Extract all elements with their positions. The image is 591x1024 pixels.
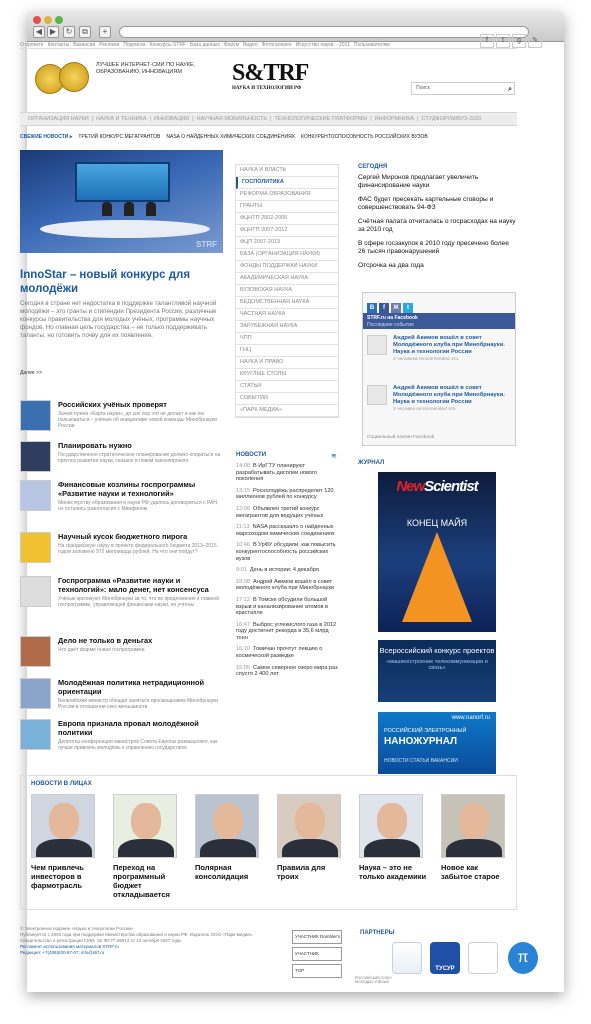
news-feed-item[interactable] [236, 463, 340, 483]
rubric-item[interactable]: ЧАСТНАЯ НАУКА [236, 309, 338, 321]
person-shape [102, 202, 112, 216]
topnav-item[interactable]: Форум [223, 42, 240, 48]
news-feed-text[interactable]: День в истории: 4 декабря [249, 567, 319, 574]
news-title[interactable]: Российских учёных проверят [58, 400, 167, 409]
partner-logo-rsmu[interactable] [392, 942, 422, 974]
counter-badge[interactable]: TOP [292, 964, 342, 978]
facebook-subtitle: Последние события [367, 322, 414, 328]
news-desc: Государственное стратегическое планирование должно опираться на прогноз развития науки, сказано в новом законопроекте [58, 452, 221, 464]
face-title[interactable]: Наука – это не только академики [359, 863, 427, 881]
rubric-item[interactable]: ФЦП 2007-2013 [236, 237, 338, 249]
separator: | [91, 116, 94, 122]
news-feed-time: 11:13 [236, 524, 250, 531]
rubric-item[interactable]: ФЦНТП 2007-2012 [236, 225, 338, 237]
news-feed-list [236, 463, 340, 683]
facebook-post[interactable] [367, 385, 513, 423]
partner-logo-leaf[interactable] [468, 942, 498, 974]
face-title[interactable]: Чем привлечь инвесторов в фармотрасль [31, 863, 84, 890]
face-head [49, 803, 79, 839]
today-item[interactable]: Сергей Миронов предлагает увеличить финансирование науки [358, 174, 479, 189]
news-title[interactable]: Дело не только в деньгах [58, 636, 153, 645]
face-card[interactable] [195, 794, 265, 881]
site-logo[interactable]: S&TRF [232, 60, 309, 86]
face-shoulders [36, 839, 92, 858]
fresh-news-item[interactable]: КОНКУРЕНТОСПОСОБНОСТЬ РОССИЙСКИХ ВУЗОВ [301, 134, 428, 140]
news-feed-item[interactable] [236, 542, 340, 562]
face-head [131, 803, 161, 839]
news-feed-time: 15:05 [236, 664, 250, 671]
face-card[interactable] [31, 794, 101, 890]
partner-label: РОССИЙСКИЙ СОЮЗ МОЛОДЫХ УЧЁНЫХ [355, 976, 392, 984]
face-photo[interactable] [113, 794, 177, 858]
face-shoulders [446, 839, 502, 858]
news-feed-time: 16:47 [236, 621, 250, 628]
rubric-item[interactable]: «ПАРК-МЕДИА» [236, 405, 338, 417]
category-item[interactable]: ОРГАНИЗАЦИЯ НАУКИ [28, 116, 89, 122]
face-shoulders [200, 839, 256, 858]
counter-badge[interactable]: УЧАСТНИК [292, 947, 342, 961]
rubrics-menu [235, 164, 339, 418]
face-shoulders [282, 839, 338, 858]
news-feed-time: 14:08 [236, 463, 250, 469]
today-list [358, 174, 516, 276]
face-title[interactable]: Полярная консолидация [195, 863, 249, 881]
partner-logo-pi[interactable]: π [508, 942, 538, 974]
news-desc: Министерству образования и науки РФ удалось договориться с РАН, но остались разногласия с Минфином [58, 500, 219, 512]
table-shape [40, 220, 210, 238]
banner-subtitle: «машиностроение телекоммуникации и связь» [386, 659, 488, 671]
news-item[interactable] [20, 576, 225, 610]
medal-icon [59, 62, 89, 92]
back-icon[interactable]: ◀ [33, 26, 45, 38]
journal-title: ЖУРНАЛ [358, 460, 385, 466]
contest-banner[interactable] [378, 640, 496, 702]
category-item[interactable]: НАУЧНАЯ МОБИЛЬНОСТЬ [196, 116, 267, 122]
topnav-item[interactable]: Конкурсы STRF [149, 42, 187, 48]
facebook-page-link[interactable]: STRF.ru на Facebook [367, 315, 418, 321]
today-item[interactable]: Счётная палата отчиталась о госрасходах на науку за 2010 год [358, 218, 516, 233]
topnav-item[interactable]: Искусство науки – 2011 [295, 42, 350, 48]
face-photo[interactable] [441, 794, 505, 858]
site-logo-subtitle: НАУКА И ТЕХНОЛОГИИ РФ [232, 86, 302, 91]
separator: | [149, 116, 151, 122]
face-shoulders [118, 839, 174, 858]
post-text[interactable]: Андрей Акимов вошёл в совет Молодёжного клуба при Минобрнауки. Наука и технологии России [393, 335, 505, 355]
news-feed-text[interactable]: Роснолодёжь распределит 120 миллионов рублей по конкурсу [236, 487, 334, 501]
bookmark-icon[interactable]: ⧉ [79, 26, 91, 38]
news-title[interactable]: Молодёжная политика нетрадиционной ориентации [58, 678, 205, 696]
banner-links: НОВОСТИ СТАТЬИ ВАКАНСИИ [384, 758, 458, 764]
news-item[interactable] [20, 441, 225, 475]
face-card[interactable] [359, 794, 429, 881]
magazine-logo [378, 478, 496, 495]
avatar [367, 385, 387, 405]
news-desc: Бельгийский министр обещал заняться просвещением Минобрнауки России в отношении секс-меньшинств [58, 698, 219, 710]
forward-icon[interactable]: ▶ [47, 26, 59, 38]
rubric-item[interactable]: ЗАРУБЕЖНАЯ НАУКА [236, 321, 338, 333]
new-tab-icon[interactable]: + [99, 26, 111, 38]
news-thumbnail[interactable] [20, 636, 51, 667]
news-feed-time: 9:01 [236, 567, 247, 574]
separator: | [192, 116, 194, 122]
rubric-item[interactable]: ГОСПОЛИТИКА [236, 177, 338, 189]
today-item[interactable]: Отсрочка на два года [358, 262, 424, 269]
today-item[interactable]: В сфере госзакупок в 2010 году пресечено более 26 тысяч правонарушений [358, 240, 509, 255]
news-title[interactable]: Финансовые козлины госпрограммы «Развитие науки и технологий» [58, 480, 196, 498]
face-shoulders [364, 839, 420, 858]
person-shape [124, 202, 134, 216]
face-photo[interactable] [195, 794, 259, 858]
news-item[interactable] [20, 400, 225, 434]
search-input[interactable] [411, 82, 515, 95]
category-item[interactable]: ИННОВАЦИИ [153, 116, 190, 122]
face-head [213, 803, 243, 839]
rubric-item[interactable]: ЧПП [236, 333, 338, 345]
news-desc: Учёные критикуют Минобрнауки за то, что их предложения к главной госпрограмме, управляющей финансами науки, не учтены [58, 596, 219, 608]
separator: | [269, 116, 272, 122]
rubric-item[interactable]: ГРАНТЫ [236, 201, 338, 213]
news-feed-item[interactable] [236, 524, 340, 537]
partners-title: ПАРТНЕРЫ [360, 930, 395, 936]
news-feed-text[interactable]: Самое северное озеро мира раз спустя 2 400 лет [236, 664, 338, 678]
news-feed-item[interactable] [236, 567, 340, 574]
facebook-icon[interactable]: f [480, 34, 494, 48]
news-feed-item[interactable] [236, 622, 340, 642]
news-thumbnail[interactable] [20, 532, 51, 563]
face-card[interactable] [113, 794, 183, 899]
category-item[interactable]: НАУКА И ТЕХНИКА [96, 116, 147, 122]
top-navigation [20, 33, 517, 49]
news-feed-item[interactable] [236, 579, 340, 592]
face-photo[interactable] [277, 794, 341, 858]
face-head [459, 803, 489, 839]
news-title[interactable]: Госпрограмма «Развитие науки и технологий»: мало денег, нет консенсуса [58, 576, 209, 594]
news-item[interactable] [20, 480, 225, 514]
rubric-item[interactable]: СОБЫТИЯ [236, 393, 338, 405]
news-thumbnail[interactable] [20, 400, 51, 431]
separator: | [370, 116, 372, 122]
social-tab[interactable]: В [367, 303, 377, 313]
category-navigation [20, 112, 517, 126]
news-desc: Делегаты конференции министров Совета Европы размышляют, как лучше привлечь молодёжь к управлению государством [58, 739, 218, 751]
footer-text [20, 926, 280, 956]
news-title[interactable]: Научный кусок бюджетного пирога [58, 532, 188, 541]
footer-contacts: Редакция: +7(495)930-87-07; info@strf.ru [20, 950, 105, 955]
facebook-widget [362, 292, 516, 446]
gplus-icon[interactable]: g [512, 34, 526, 48]
social-tabs [367, 296, 417, 311]
social-tab[interactable]: Ж [391, 303, 401, 313]
partner-logo-tusur[interactable] [430, 942, 460, 974]
news-feed-text[interactable]: Томичан прочтут лекцию о космической разведке [236, 646, 323, 660]
rss-icon[interactable]: ≋ [331, 453, 337, 460]
news-feed-title[interactable]: НОВОСТИ [236, 452, 267, 458]
category-item[interactable]: ТЕХНОЛОГИЧЕСКИЕ ПЛАТФОРМЫ [274, 116, 368, 122]
zoom-window-icon[interactable] [55, 16, 63, 24]
post-recommend: 3 человека recommended это. [393, 357, 460, 362]
rubric-item[interactable]: РЕФОРМА ОБРАЗОВАНИЯ [236, 189, 338, 201]
screen-shape [75, 162, 170, 202]
topnav-item[interactable]: Пользователям [353, 42, 390, 48]
news-feed-item[interactable] [236, 597, 340, 617]
face-photo[interactable] [31, 794, 95, 858]
news-item[interactable] [20, 719, 225, 753]
magazine-logo-right: Scientist [424, 478, 478, 495]
facebook-post[interactable] [367, 335, 513, 373]
image-watermark: STRF [196, 240, 217, 249]
footer-rules-link[interactable]: Регламент использования материалов STRF.ru [20, 944, 119, 949]
face-card[interactable] [277, 794, 347, 881]
post-text[interactable]: Андрей Акимов вошёл в совет Молодёжного клуба при Минобрнауки. Наука и технологии России [393, 385, 505, 405]
face-photo[interactable] [359, 794, 423, 858]
nanojournal-banner[interactable] [378, 712, 496, 774]
rubric-item[interactable]: ФЦНТП 2002-2006 [236, 213, 338, 225]
news-feed-text[interactable]: В УрФУ обсудили, как повысить конкурентоспособность российских вузов [236, 542, 336, 562]
magazine-cover[interactable] [378, 472, 496, 632]
magazine-logo-left: New [396, 478, 425, 495]
topnav-item[interactable]: Фотогалерея [261, 42, 292, 48]
today-item[interactable]: ФАС будет пресекать картельные сговоры и совершенствовать 94-ФЗ [358, 196, 494, 211]
search-placeholder: Поиск [416, 85, 430, 91]
news-feed-text[interactable]: В Томске обсудили большой взрыв и канализирование атомов в кристалле [236, 596, 328, 617]
award-text: ЛУЧШЕЕ ИНТЕРНЕТ-СМИ ПО НАУКЕ, ОБРАЗОВАНИЮ, ИННОВАЦИЯМ [96, 62, 196, 75]
topnav-item[interactable]: Видео [243, 42, 258, 48]
rubric-item[interactable]: КРУГЛЫЕ СТОЛЫ [236, 369, 338, 381]
rubric-item[interactable]: ГНЦ [236, 345, 338, 357]
topnav-item[interactable]: Контакты [47, 42, 70, 48]
news-thumbnail[interactable] [20, 441, 51, 472]
fresh-news-bar [20, 134, 428, 140]
social-tab[interactable]: t [403, 303, 413, 313]
category-item[interactable]: ИНФОРМНИКА [374, 116, 415, 122]
face-card[interactable] [441, 794, 511, 881]
avatar [367, 335, 387, 355]
news-feed-time: 10:46 [236, 542, 250, 549]
facebook-plugin-label: Социальный плагин Facebook [367, 435, 435, 440]
news-item[interactable] [20, 678, 225, 712]
news-feed-item[interactable] [236, 646, 340, 659]
topnav-item[interactable]: Подписка [123, 42, 146, 48]
news-desc: На грандиозную науку в проекте федерального бюджета 2013–2015 годов заложено 972 миллиарда рублей. На что они пойдут? [58, 543, 217, 555]
face-head [377, 803, 407, 839]
face-title[interactable]: Правила для троих [277, 863, 326, 881]
rubric-item[interactable]: АКАДЕМИЧЕСКАЯ НАУКА [236, 273, 338, 285]
topnav-item[interactable]: О проекте [20, 42, 44, 48]
face-title[interactable]: Переход на программный бюджет откладывается [113, 863, 170, 899]
fresh-news-item[interactable]: NASA О НАЙДЕННЫХ ХИМИЧЕСКИХ СОЕДИНЕНИЯХ [166, 134, 296, 140]
faces-title: НОВОСТИ В ЛИЦАХ [31, 780, 92, 787]
magazine-headline: КОНЕЦ МАЙЯ [406, 518, 468, 528]
footer-copyright: © Электронное издание «Наука и технологии России». [20, 926, 135, 931]
award-medals [35, 60, 91, 96]
news-desc: Зачем нужна «Карта науки», до сих пор это не делает и как ею пользоваться – учёные об инициативе новой команды Минобрнауки России [58, 411, 217, 429]
face-head [295, 803, 325, 839]
pyramid-shape [402, 532, 472, 622]
banner-title: НАНОЖУРНАЛ [384, 736, 458, 747]
topnav-item[interactable]: База данных [190, 42, 220, 48]
news-title[interactable]: Европа признала провал молодёжной политики [58, 719, 199, 737]
news-feed-text[interactable]: Андрей Акимов вошёл в совет молодёжного клуба при Минобрнауки [236, 578, 335, 592]
news-feed-item[interactable] [236, 665, 340, 678]
comment-icon[interactable]: ✎ [528, 34, 542, 48]
facebook-header[interactable] [363, 313, 515, 329]
faces-section [20, 775, 517, 910]
reload-icon[interactable]: ↻ [63, 26, 75, 38]
counters [292, 930, 342, 981]
news-feed-time: 12:08 [236, 505, 250, 512]
topnav-item[interactable]: Вакансии [73, 42, 96, 48]
featured-title[interactable]: InnoStar – новый конкурс для молодёжи [20, 269, 191, 295]
face-title[interactable]: Новое как забытое старое [441, 863, 500, 881]
twitter-icon[interactable]: t [496, 34, 510, 48]
more-link[interactable]: Далее >> [20, 370, 42, 376]
news-item[interactable] [20, 636, 225, 670]
footer-publisher: Публикуется с 2004 года при поддержке Министерства образования и науки РФ. Издатель ООО «Парк-медиа». Свидетельство о регистрации СМИ: Эл ФС77-29914 от 12 октября 2007 года. [20, 932, 254, 943]
news-title[interactable]: Планировать нужно [58, 441, 132, 450]
topnav-item[interactable]: Реклама [99, 42, 120, 48]
banner-caption: РОССИЙСКИЙ ЭЛЕКТРОННЫЙ [384, 728, 467, 734]
fresh-news-item[interactable]: ТРЕТИЙ КОНКУРС МЕГАГРАНТОВ [78, 134, 161, 140]
news-thumbnail[interactable] [20, 719, 51, 750]
rubric-item[interactable]: ВУЗОВСКАЯ НАУКА [236, 285, 338, 297]
banner-title: Всероссийский конкурс проектов [379, 646, 495, 655]
news-item[interactable] [20, 532, 225, 566]
fresh-news-label: СВЕЖИЕ НОВОСТИ ▸ [20, 134, 73, 140]
news-feed-item[interactable] [236, 506, 340, 519]
rubric-item[interactable]: НАУКА И ВЛАСТЬ [236, 165, 338, 177]
rubric-item[interactable]: БАЗА (ОРГАНИЗАЦИЯ НАУКИ) [236, 249, 338, 261]
news-feed-text[interactable]: Выброс углекислого газа в 2012 году достигнет рекорда в 35,6 млрд тонн [236, 621, 337, 641]
category-item[interactable]: СТУДФОРУМ/ВУЗ-2020 [421, 116, 482, 122]
news-feed-time: 16:10 [236, 646, 250, 653]
news-feed-text[interactable]: В ИрГТУ планируют разрабатывать дисплеи нового поколения [236, 463, 318, 483]
today-title: СЕГОДНЯ [358, 164, 388, 170]
news-feed-time: 18:08 [236, 578, 250, 585]
featured-text: Сегодня в стране нет недостатка в поддержке талантливой научной молодёжи – это гранты и стипендии Президента России, различные конкурсы правительства для молодых учёных, программы научных фондов. Но главная цель государства – не только поддерживать таланты, но готовить почву для их появления. [20, 300, 217, 339]
banner-url: www.nanorf.ru [451, 715, 490, 721]
news-desc: Что даёт фарме новая госпрограмма [58, 647, 145, 653]
news-thumbnail[interactable] [20, 480, 51, 511]
search-icon[interactable]: ⌕ [508, 86, 512, 93]
rubric-item[interactable]: НАУКА И ПРАВО [236, 357, 338, 369]
news-feed-text[interactable]: NASA рассказало о найденных марсоходом химических соединениях [236, 524, 335, 537]
rubric-item[interactable]: ВЕДОМСТВЕННАЯ НАУКА [236, 297, 338, 309]
separator: | [417, 116, 419, 122]
news-feed-time: 13:15 [236, 487, 250, 494]
close-window-icon[interactable] [33, 16, 41, 24]
counter-badge[interactable]: УЧАСТНИК Rambler's [292, 930, 342, 944]
social-tab[interactable]: f [379, 303, 389, 313]
featured-image[interactable] [20, 150, 223, 253]
partner-tusur-label: ТУСУР [435, 966, 455, 972]
rubric-item[interactable]: СТАТЬИ [236, 381, 338, 393]
minimize-window-icon[interactable] [44, 16, 52, 24]
rubric-item[interactable]: ФОНДЫ ПОДДЕРЖКИ НАУКИ [236, 261, 338, 273]
news-feed-text[interactable]: Объявлен третий конкурс мегагрантов для ведущих учёных [236, 505, 324, 519]
post-recommend: 3 человек recommended это. [393, 407, 457, 412]
news-feed-item[interactable] [236, 488, 340, 501]
news-thumbnail[interactable] [20, 678, 51, 709]
person-shape [146, 202, 156, 216]
news-thumbnail[interactable] [20, 576, 51, 607]
news-feed-time: 17:12 [236, 596, 250, 603]
